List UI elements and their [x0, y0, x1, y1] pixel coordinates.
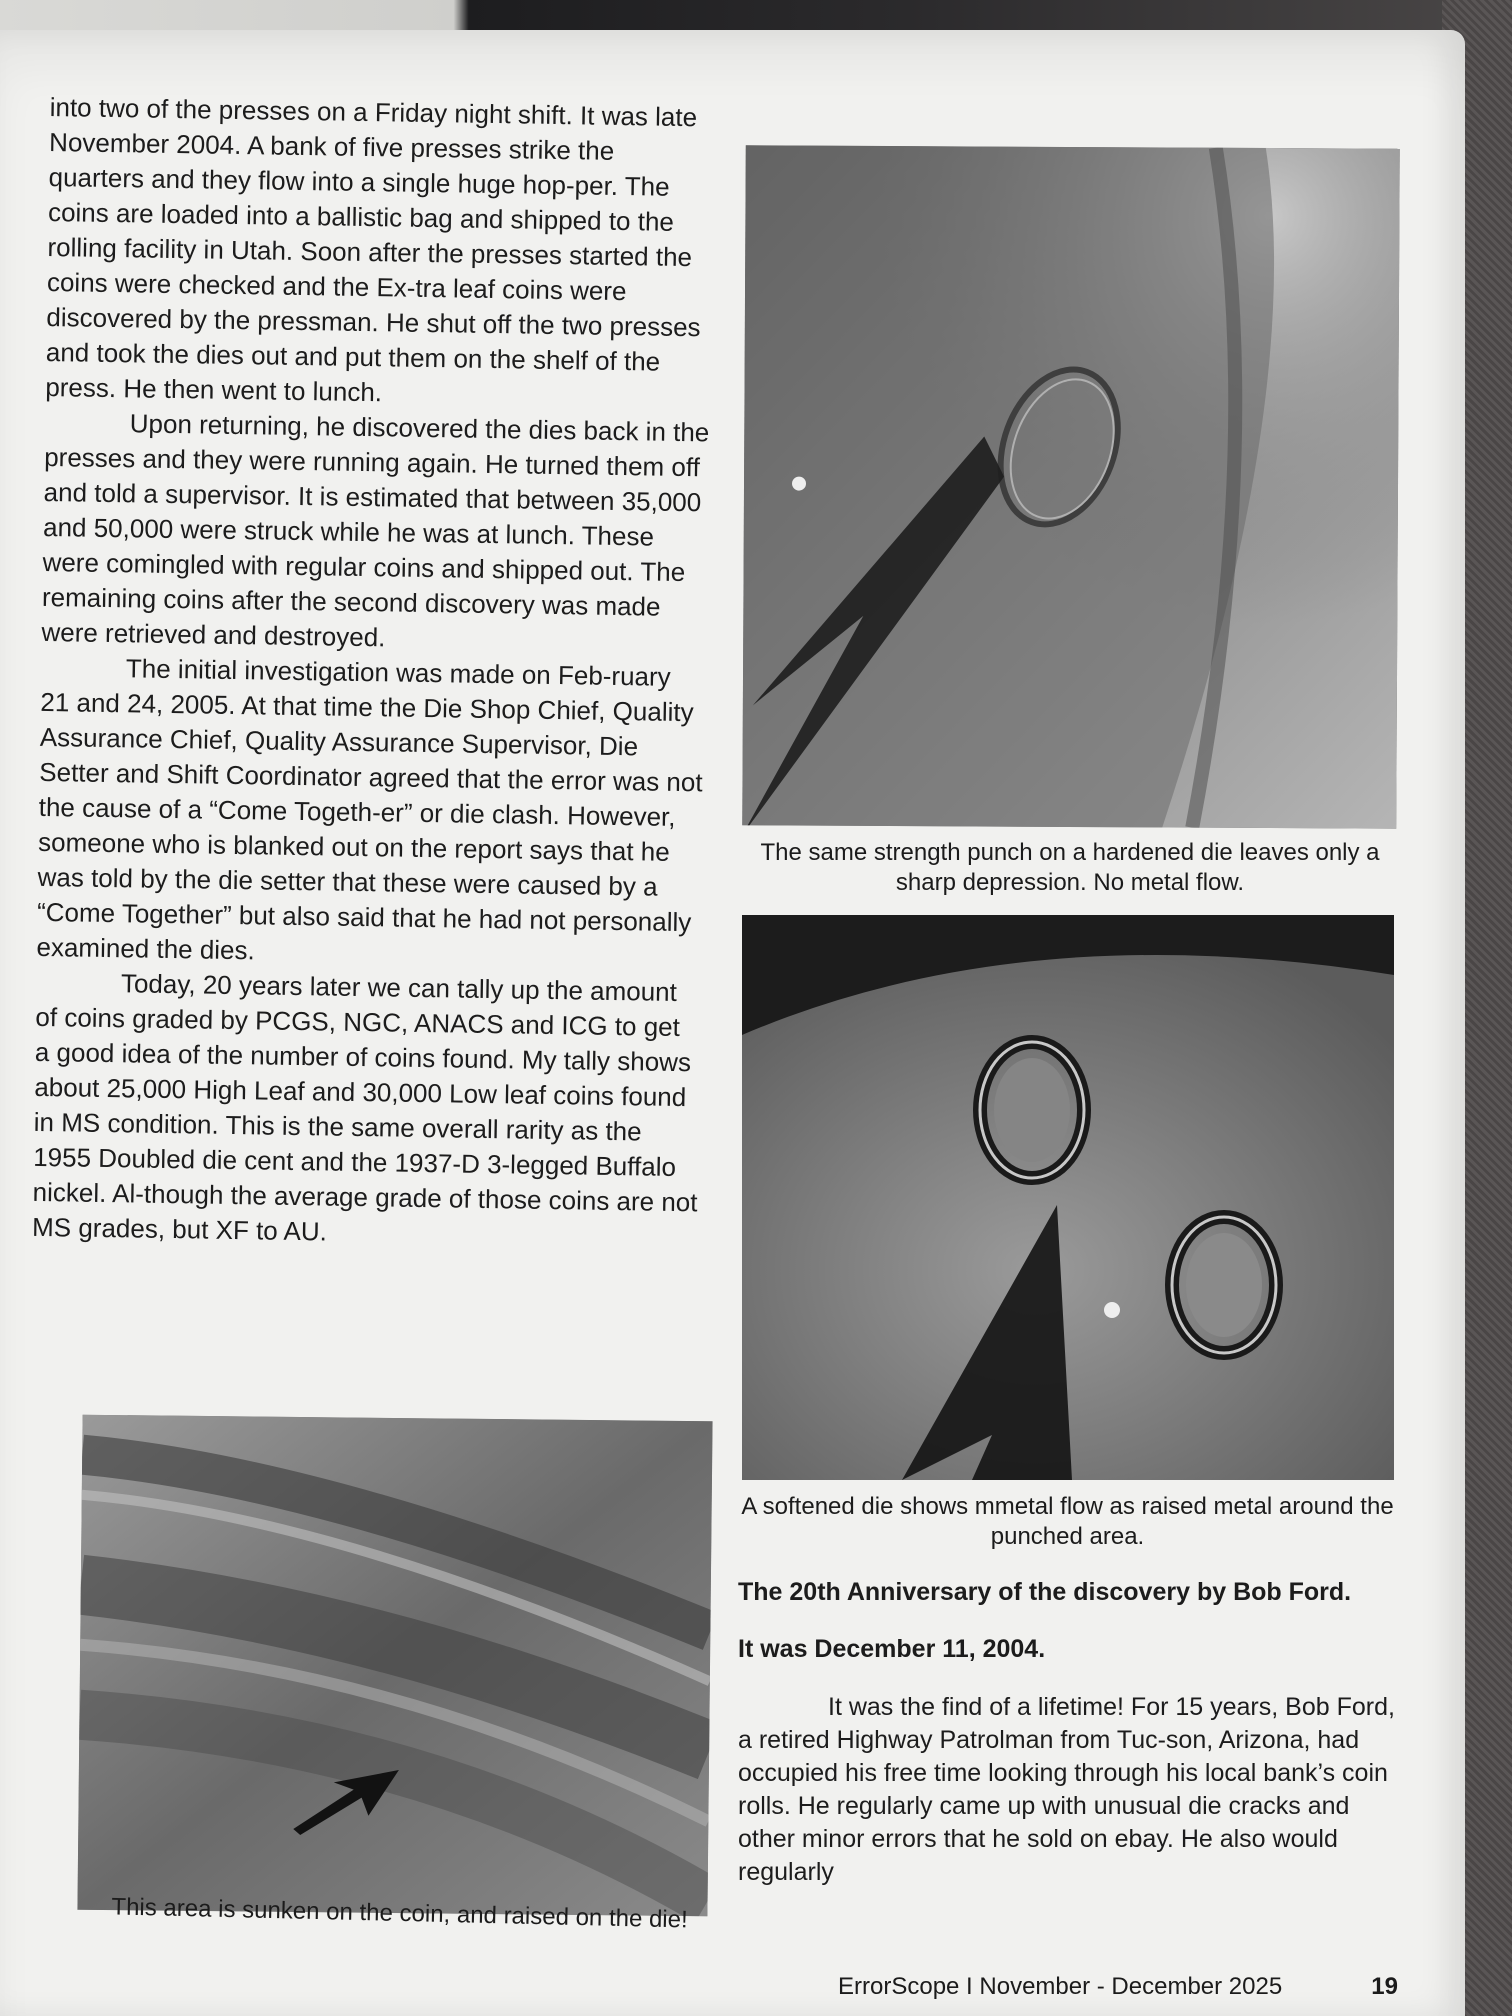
- section-date: It was December 11, 2004.: [738, 1635, 1046, 1663]
- photo-hardened-die: [742, 145, 1400, 828]
- left-column-text: [32, 90, 715, 1255]
- paragraph-right: It was the find of a lifetime! For 15 years, Bob Ford, a retired Highway Patrolman from Tuc-son, Arizona, had occupied his free time looking through his local bank’s coin rolls. He regularly came up with unusual die cracks and other minor errors that he sold on ebay. He also would regularly: [738, 1693, 1395, 1886]
- page-number: 19: [1371, 1973, 1398, 2000]
- paragraph-3: The initial investigation was made on Feb-ruary 21 and 24, 2005. At that time the Die Shop Chief, Quality Assurance Chief, Quality Assurance Supervisor, Die Setter and Shift Coordinator agreed that the error was not the cause of a “Come Togeth-er” or die clash. However, someone who is blanked out on the report says that he was told by the die setter that these were caused by a “Come Together” but also said that he had not personally examined the dies.: [36, 653, 703, 966]
- caption-hardened-die: The same strength punch on a hardened die leaves only a sharp depression. No metal flow.: [760, 839, 1380, 896]
- photo-softened-die: [742, 915, 1394, 1480]
- section-heading: The 20th Anniversary of the discovery by Bob Ford.: [738, 1578, 1352, 1606]
- paragraph-2: Upon returning, he discovered the dies back in the presses and they were running again. He turned them off and told a supervisor. It is estimated that between 35,000 and 50,000 were struck while he was at lunch. These were comingled with regular coins and shipped out. The remaining coins after the second discovery was made were retrieved and destroyed.: [41, 408, 710, 653]
- paragraph-4: Today, 20 years later we can tally up the amount of coins graded by PCGS, NGC, ANACS and ICG to get a good idea of the number of coins found. My tally shows about 25,000 High Leaf and 30,000 Low leaf coins found in MS condition. This is the same overall rarity as the 1955 Doubled die cent and the 1937-D 3-legged Buffalo nickel. Al-though the average grade of those coins are not MS grades, but XF to AU.: [31, 968, 698, 1247]
- magazine-page: [0, 30, 1465, 2016]
- caption-softened-die: A softened die shows mmetal flow as raised metal around the punched area.: [741, 1493, 1394, 1550]
- publication-name: ErrorScope I November - December 2025: [838, 1973, 1283, 2000]
- paragraph-1: into two of the presses on a Friday night shift. It was late November 2004. A bank of five presses strike the quarters and they flow into a single huge hop-per. The coins are loaded into a ballistic bag and shipped to the rolling facility in Utah. Soon after the presses started the coins were checked and the Ex-tra leaf coins were discovered by the pressman. He shut off the two presses and took the dies out and put them on the shelf of the press. He then went to lunch.: [45, 91, 701, 408]
- caption-sunken-area: This area is sunken on the coin, and raised on the die!: [111, 1893, 689, 1934]
- photo-sunken-area: [77, 1415, 712, 1917]
- right-column-text: [738, 1577, 1398, 1889]
